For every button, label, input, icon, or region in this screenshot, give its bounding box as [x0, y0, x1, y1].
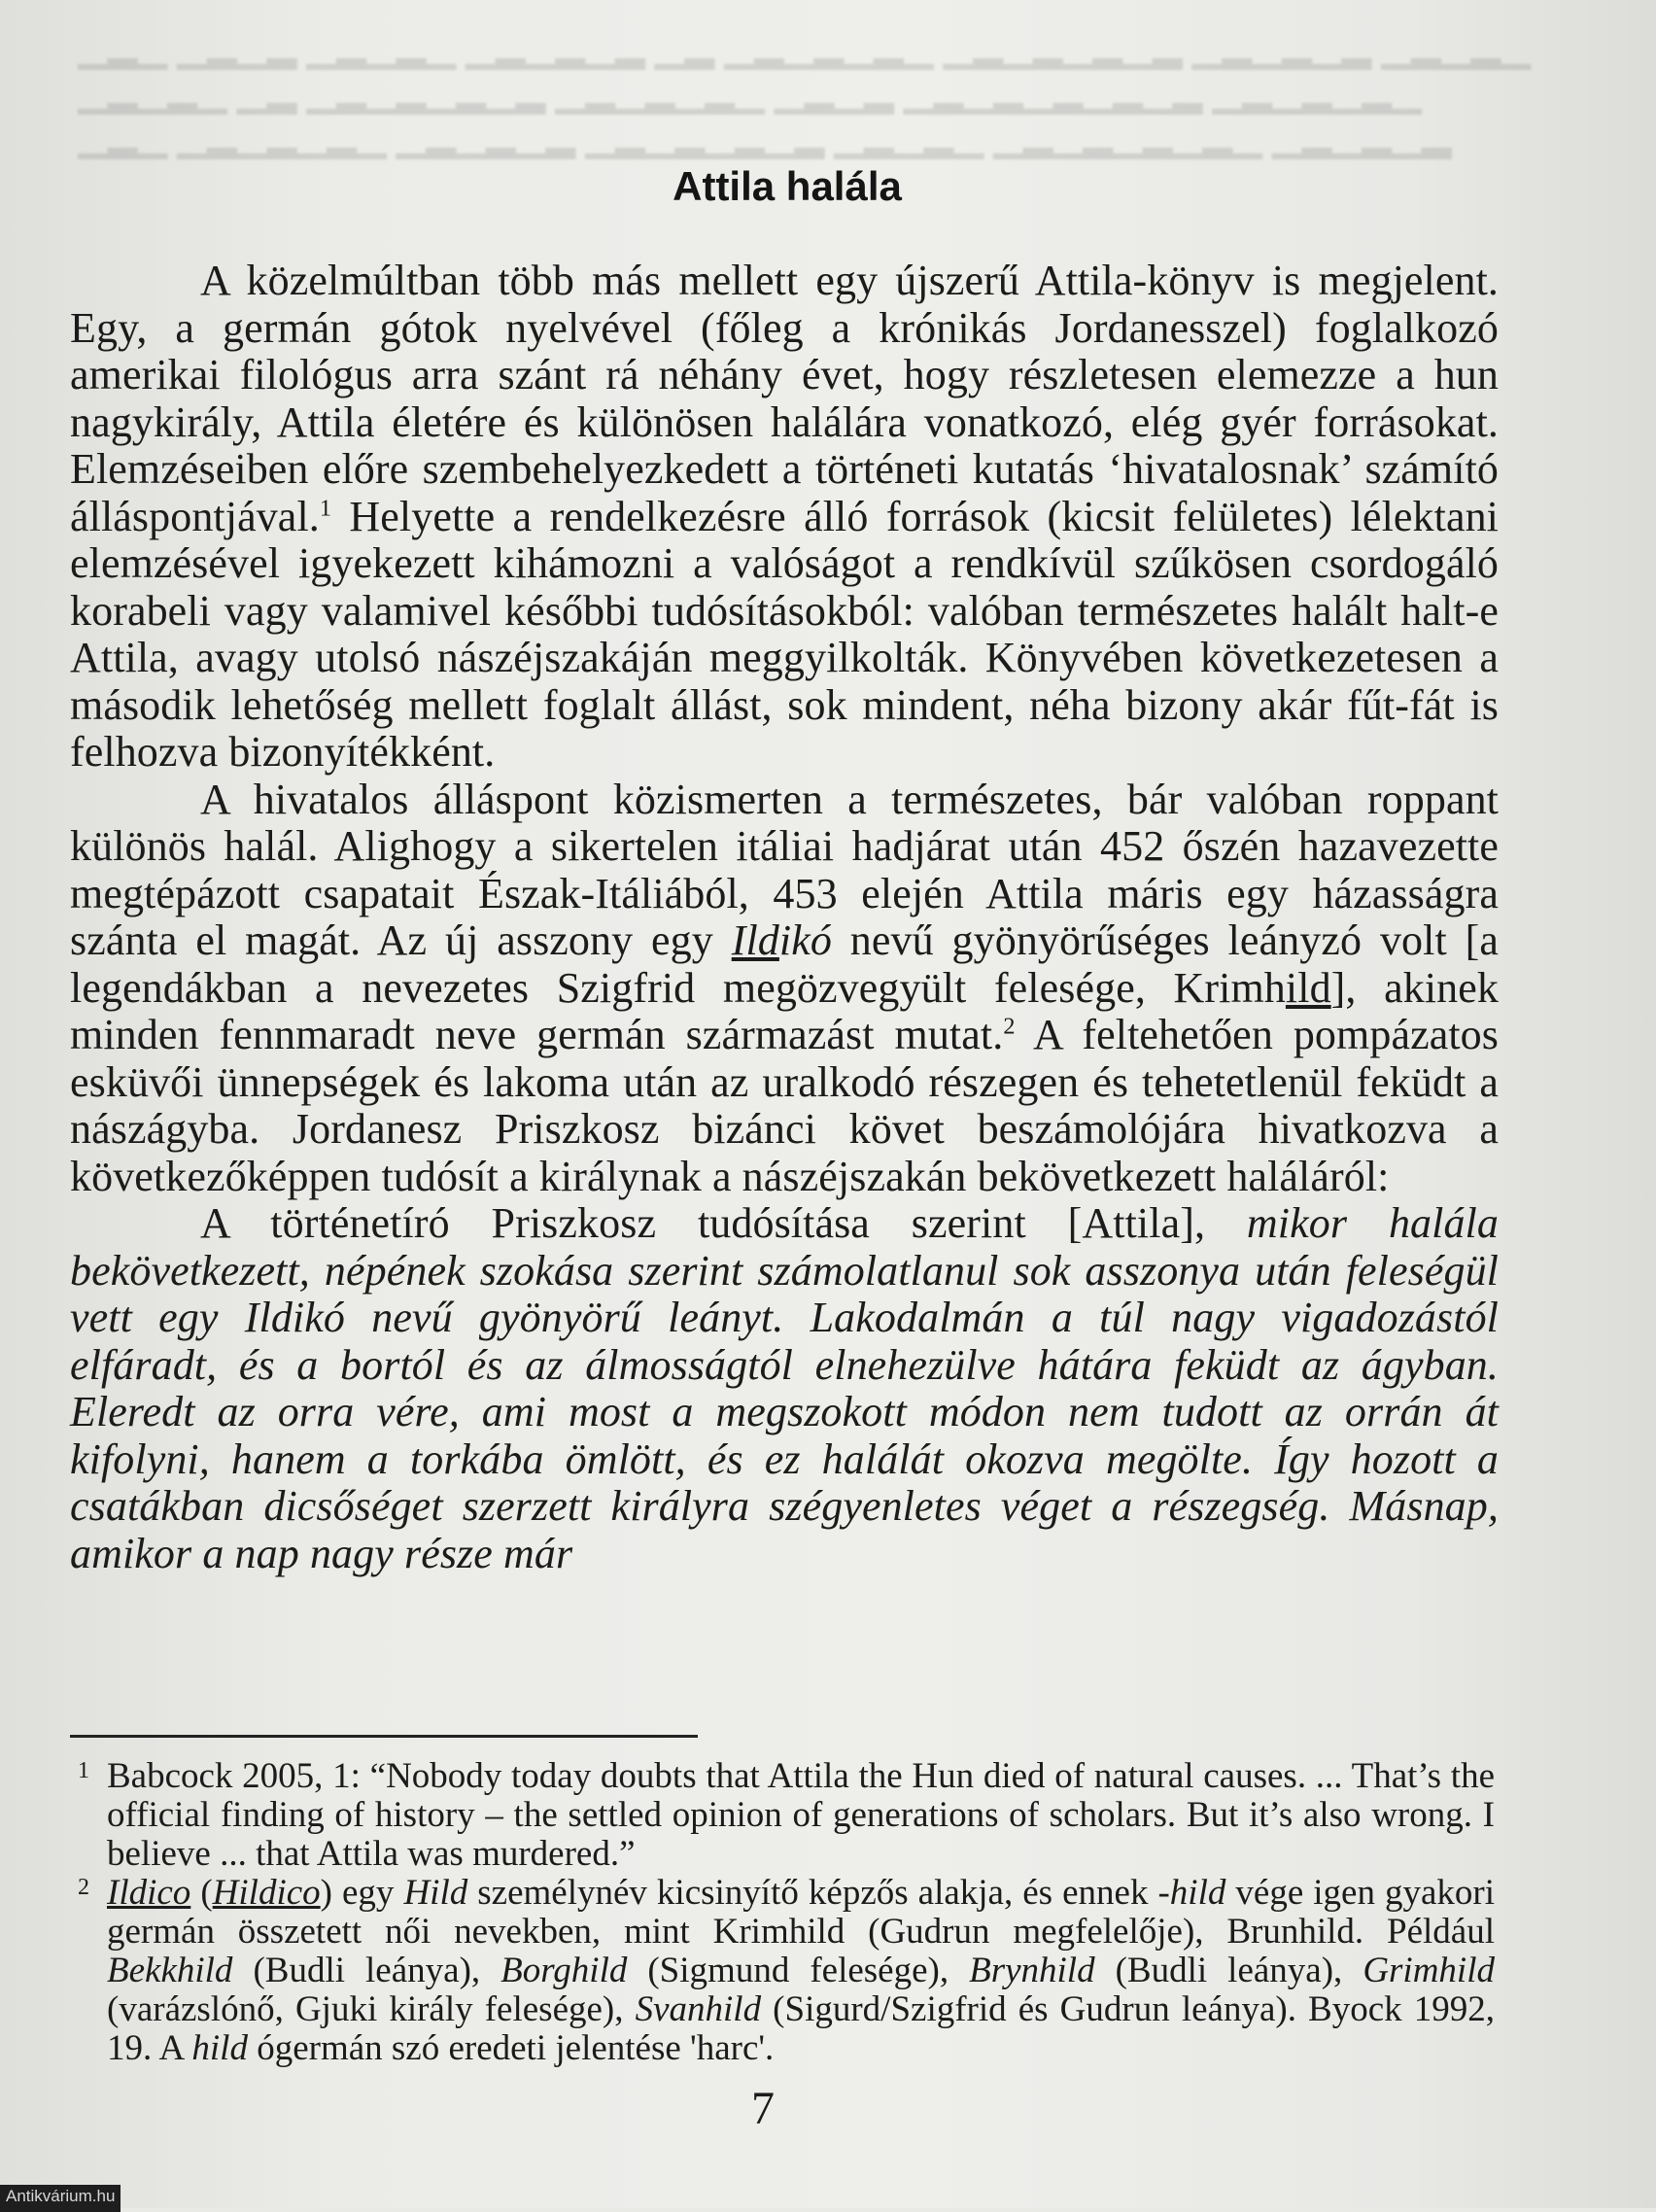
- text: (Sigmund felesége),: [627, 1951, 970, 1990]
- term: Bekkhild: [107, 1951, 233, 1990]
- footnote-text: Babcock 2005, 1: “Nobody today doubts that Attila the Hun died of natural causes. ... That’s the official finding of history – the settled opinion of generations of scholars. But it’s also wrong. I believe ... that Attila was murdered.”: [107, 1756, 1495, 1874]
- term: -hild: [1157, 1873, 1226, 1913]
- term: Ildico: [107, 1873, 191, 1913]
- bleed-through-text: ▁▂▁ ▁▂▁▂▁▂▁ ▁▂▁▂▁▂ ▁▂▁▂▁▂▁▂ ▁▂▁▂▁ ▁▂▁▂▁▂▁▂▁ ▁▂▁▂▁▂: [78, 115, 1452, 158]
- chapter-title: Attila halála: [673, 163, 902, 209]
- quotation: mikor halála bekövetkezett, népének szokása szerint számolatlanul sok asszonya után feleségül vett egy Ildikó nevű gyönyörű leányt. Lakodalmán a túl nagy vigadozástól elfáradt, és a bortól és az álmosságtól elnehezülve hátára feküdt az ágyban. Eleredt az orra vére, ami most a megszokott módon nem tudott az orrán át kifolyni, hanem a torkába ömlött, és ez halálát okozva megölte. Így hozott a csatákban dicsőséget szerzett királyra szégyenletes véget a részegség. Másnap, amikor a nap nagy része már: [70, 1199, 1499, 1577]
- underlined-text: ild: [1285, 963, 1331, 1012]
- paragraph-text: nevű gyönyörűséges leányzó volt [a legendákban a nevezetes Szigfrid megözvegyült felesége, Krimh: [70, 916, 1499, 1012]
- term: Brynhild: [969, 1951, 1095, 1990]
- text: (varázslónő, Gjuki király felesége),: [107, 1989, 636, 2029]
- footnote-number: 2: [78, 1875, 89, 1900]
- text: vége igen gyakori germán összetett női nevekben, mint Krimhild (Gudrun megfelelője), Brunhild. Például: [107, 1873, 1496, 1952]
- text: (: [190, 1873, 213, 1913]
- text: személynév kicsinyítő képzős alakja, és ennek: [467, 1873, 1158, 1913]
- text: (Budli leánya),: [232, 1951, 501, 1990]
- footnote-ref-1[interactable]: 1: [319, 494, 332, 521]
- paragraph-text: A hivatalos álláspont közismerten a természetes, bár valóban roppant különös halál. Alighogy a sikertelen itáliai hadjárat után 452 őszén hazavezette megtépázott csapatait Észak-Itáliából, 453 elején Attila máris egy házasságra szánta el magát. Az új asszony egy: [70, 775, 1499, 964]
- term: Hildico: [212, 1873, 321, 1913]
- term: Hild: [403, 1873, 468, 1913]
- site-watermark: Antikvárium.hu: [0, 2185, 121, 2212]
- footnote-number: 1: [78, 1758, 89, 1783]
- text: (Budli leánya),: [1094, 1951, 1363, 1990]
- bleed-through-text: ▁▂▁ ▁▂▁▂ ▁▂▁▂▁ ▁▂▁▂▁▂ ▁▂ ▁▂▁▂▁▂▁ ▁▂▁▂▁▂▁▂ ▁▂▁▂▁▂ ▁▂▁▂▁: [78, 25, 1532, 69]
- paragraph-text: A közelmúltban több más mellett egy újszerű Attila-könyv is megjelent. Egy, a germán gótok nyelvével (főleg a krónikás Jordanesszel) foglalkozó amerikai filológus arra szánt rá néhány évet, hogy részletesen elemezze a hun nagykirály, Attila életére és különösen halálára vonatkozó, elég gyér forrásokat. Elemzéseiben előre szembehelyezkedett a történeti kutatás ‘hivatalosnak’ számító álláspontjával.: [70, 257, 1499, 540]
- paragraph-text: ], akinek minden fennmaradt neve germán származást mutat.: [70, 963, 1499, 1058]
- body-text: [70, 258, 1499, 1577]
- footnote-2: [78, 1874, 1495, 2068]
- term: Grimhild: [1363, 1951, 1495, 1990]
- footnotes: [78, 1757, 1495, 2068]
- footnote-text: [107, 1874, 1495, 2068]
- paragraph-1: [70, 258, 1499, 777]
- term: Svanhild: [635, 1989, 762, 2029]
- paragraph-2: [70, 777, 1499, 1201]
- term: Borghild: [500, 1951, 628, 1990]
- paragraph-3: [70, 1200, 1499, 1577]
- paragraph-text: A feltehetően pompázatos esküvői ünnepségek és lakoma után az uralkodó részegen és tehetetlenül feküdt a nászágyba. Jordanesz Priszkosz bizánci követ beszámolójára hivatkozva a következőképpen tudósít a királynak a nászéjszakán bekövetkezett haláláról:: [70, 1011, 1499, 1200]
- footnote-separator: [70, 1735, 698, 1738]
- footnote-1: [78, 1757, 1495, 1874]
- term: hild: [191, 2028, 248, 2068]
- footnote-ref-2[interactable]: 2: [1003, 1013, 1016, 1040]
- bleed-through-text: ▁▂▁▂▁ ▁▂ ▁▂▁▂▁▂▁▂ ▁▂▁▂▁▂▁ ▁▂▁▂ ▁▂▁▂▁▂▁▂▁▂ ▁▂▁▂▁▂▁: [78, 70, 1422, 114]
- text: ) egy: [320, 1873, 404, 1913]
- paragraph-text: A történetíró Priszkosz tudósítása szerint [Attila],: [200, 1199, 1247, 1247]
- underlined-text: Ild: [731, 916, 779, 964]
- paragraph-text: Helyette a rendelkezésre álló források (kicsit felületes) lélektani elemzésével igyekezett kihámozni a valóságot a rendkívül szűkösen csordogáló korabeli vagy valamivel későbbi tudósításokból: valóban természetes halált halt-e Attila, avagy utolsó nászéjszakáján meggyilkolták. Könyvében következetesen a második lehetőség mellett foglalt állást, sok mindent, néha bizony akár fűt-fát is felhozva bizonyítékként.: [70, 492, 1499, 776]
- italic-text: ikó: [778, 916, 832, 964]
- text: ógermán szó eredeti jelentése 'harc'.: [247, 2028, 775, 2068]
- page-number: 7: [751, 2083, 775, 2134]
- text: (Sigurd/Szigfrid és Gudrun leánya). Byock 1992, 19. A: [107, 1989, 1495, 2068]
